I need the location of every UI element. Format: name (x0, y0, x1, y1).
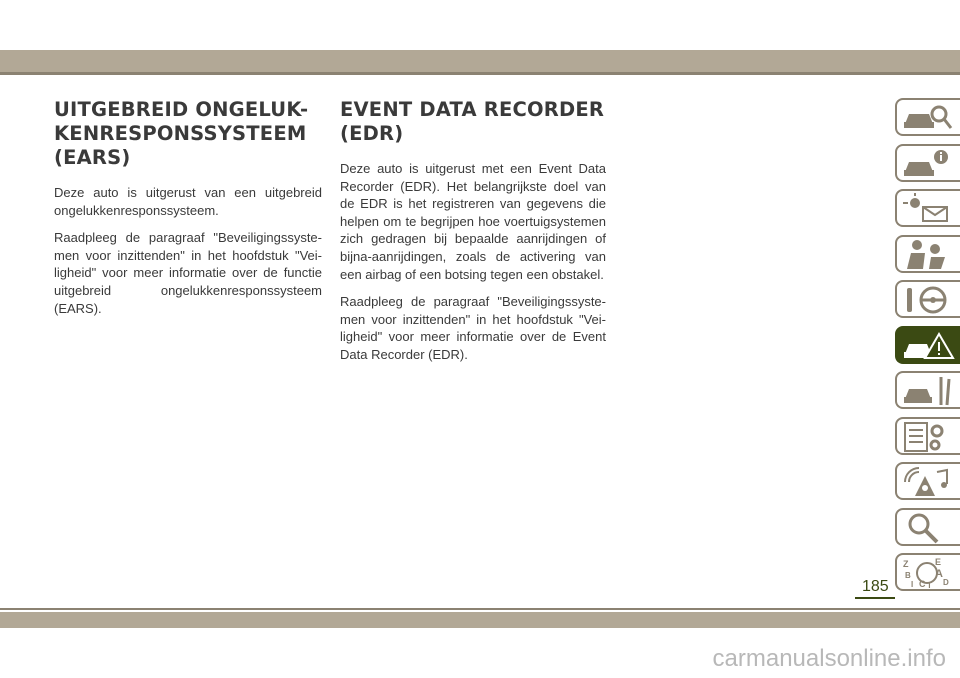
bottom-decorative-band (0, 612, 960, 628)
tab-car-info[interactable] (895, 144, 960, 182)
index-letter-i: I (911, 580, 914, 589)
index-letter-e: E (935, 557, 942, 567)
watermark: carmanualsonline.info (712, 645, 946, 672)
tab-car-search[interactable] (895, 98, 960, 136)
tab-light-message[interactable] (895, 189, 960, 227)
magnifier-icon (901, 512, 955, 544)
car-warning-icon (901, 330, 955, 362)
right-column (340, 98, 606, 374)
index-letter-b: B (905, 571, 911, 580)
index-letter-a: A (935, 568, 943, 580)
top-band-rule (0, 72, 960, 75)
index-letter-d: D (943, 578, 949, 587)
index-letters-icon (901, 557, 955, 589)
tab-multimedia[interactable] (895, 462, 960, 500)
tab-steering-wheel[interactable] (895, 280, 960, 318)
tab-car-warning[interactable] (895, 326, 960, 364)
edr-paragraph-1: Deze auto is uitgerust met een Event Data Recorder (EDR). Het belangrijkste doel van de EDR is het registreren van gegevens die helpen om te begrijpen hoe voertuigsystemen zich gedragen bij bepaalde aanrijdingen of bijna-aanrijdingen, zoals de activering van een airbag of een botsing tegen een obstakel. (340, 161, 606, 282)
car-search-icon (901, 102, 955, 134)
page-number-rule (855, 597, 895, 599)
bottom-band-rule (0, 608, 960, 610)
car-info-icon (901, 148, 955, 180)
left-column (54, 98, 322, 327)
seatbelt-airbag-icon (901, 239, 955, 271)
tab-magnifier[interactable] (895, 508, 960, 546)
ears-paragraph-1: Deze auto is uitgerust van een uitgebreid ongelukkenresponssysteem. (54, 185, 322, 218)
ears-heading: UITGEBREID ONGELUK- KENRESPONSSYSTEEM (EARS) (54, 98, 309, 169)
multimedia-icon (901, 466, 955, 498)
tab-index[interactable] (895, 553, 960, 591)
light-message-icon (901, 193, 955, 225)
edr-paragraph-2: Raadpleeg de paragraaf "Beveiligingssyste-men voor inzittenden" in het hoofdstuk "Vei-ligheid" voor meer informatie over de Event Data Recorder (EDR). (340, 294, 606, 362)
ears-paragraph-2: Raadpleeg de paragraaf "Beveiligingssyste-men voor inzittenden" in het hoofdstuk "Vei-ligheid" voor meer informatie over de functie uitgebreid ongelukkenresponssysteem (EARS). (54, 230, 322, 316)
chapter-tabs (895, 98, 960, 599)
tab-car-tools[interactable] (895, 371, 960, 409)
index-letter-t: T (927, 581, 932, 589)
top-decorative-band (0, 50, 960, 72)
steering-wheel-icon (901, 284, 955, 316)
car-tools-icon (901, 375, 955, 407)
page-number: 185 (862, 578, 889, 595)
index-letter-z: Z (903, 559, 909, 569)
tab-checklist-gear[interactable] (895, 417, 960, 455)
checklist-gear-icon (901, 421, 955, 453)
index-letter-c: C (919, 579, 926, 589)
tab-seatbelt-airbag[interactable] (895, 235, 960, 273)
edr-heading: EVENT DATA RECORDER (EDR) (340, 98, 605, 145)
